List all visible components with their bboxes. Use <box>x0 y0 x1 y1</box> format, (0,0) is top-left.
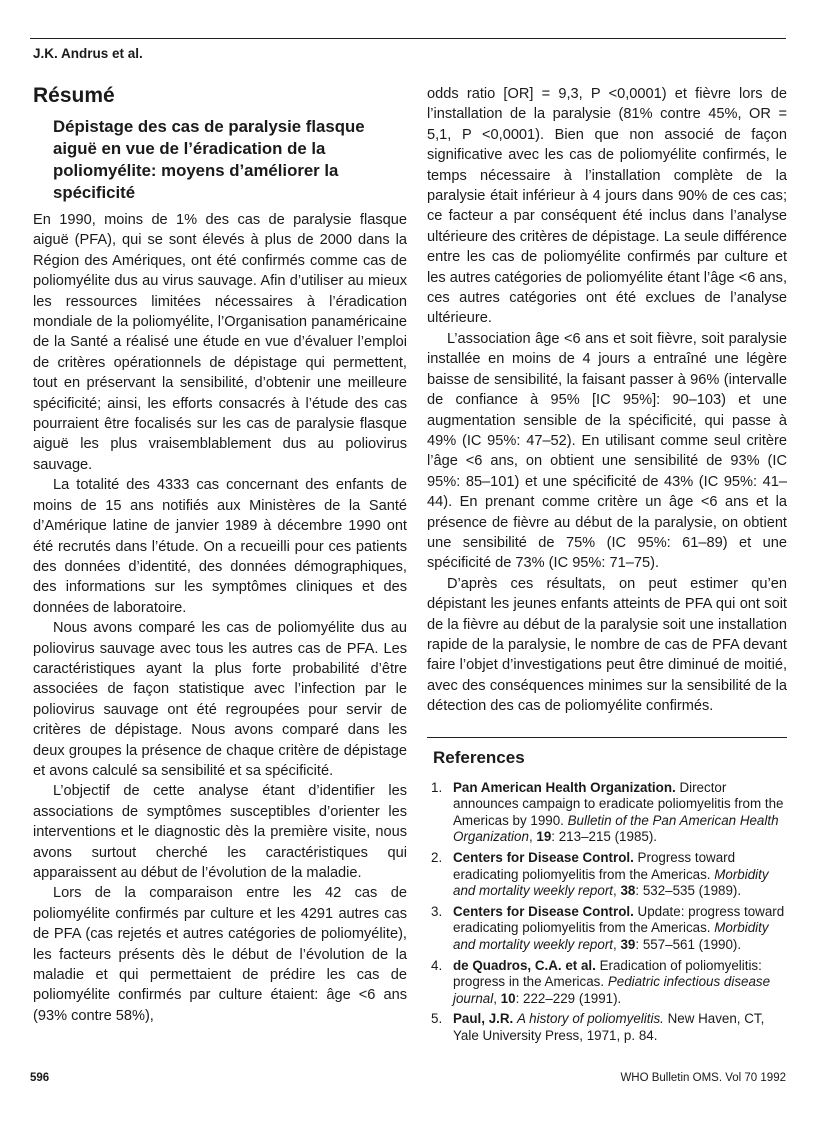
reference-number: 5. <box>431 1011 443 1027</box>
paragraph-3: Nous avons comparé les cas de poliomyélite dus au poliovirus sauvage avec tous les autres cas de PFA. Les caractéristiques ayant la plus forte probabilité d’être associées de façon statistique avec l’infection par le poliovirus sauvage ont été regroupées pour servir de critères de dépistage. Nous avons comparé dans les deux groupes la présence de chaque critère de dépistage et avons calculé sa sensibilité et sa spécificité. <box>33 620 407 779</box>
reference-pages: : 532–535 (1989). <box>635 883 742 899</box>
paragraph-5: Lors de la comparaison entre les 42 cas de poliomyélite confirmés par culture et les 4291 autres cas de PFA (cas rejetés et autres catégories de poliomyélite), les facteurs présents dès le début de l’évolution de la maladie et qui permettaient de prédire les cas de poliomyélite confirmés par culture étaient: âge <6 ans (93% contre 58%), <box>33 885 407 1024</box>
reference-number: 2. <box>431 849 443 865</box>
reference-text: Centers for Disease Control. Progress toward eradicating poliomyelitis from the Americas. Morbidity and mortality weekly report, 38: 532–535 (1989). <box>453 849 769 899</box>
top-rule <box>30 38 786 39</box>
reference-pages: New Haven, CT, Yale University Press, 1971, p. 84. <box>453 1011 765 1043</box>
references-title: References <box>433 747 525 767</box>
reference-item <box>427 904 787 954</box>
paragraph-1: En 1990, moins de 1% des cas de paralysie flasque aiguë (PFA), qui se sont élevés à plus de 2000 dans la Région des Amériques, ont été confirmés comme cas de poliomyélite dus au virus sauvage. Afin d’utiliser au mieux les ressources limitées nécessaires à l’éradication mondiale de la poliomyélite, l’Organisation panaméricaine de la Santé a réalisé une étude en vue d’évaluer l’emploi de critères opérationnels de dépistage qui permettent, tout en préservant la sensibilité, d’obtenir une meilleure spécificité; ainsi, les efforts consacrés à l’étude des cas pourraient être focalisés sur les cas de paralysie flasque aiguë les plus vraisemblablement dus au poliovirus sauvage. <box>33 212 407 473</box>
reference-volume: 19 <box>536 829 552 845</box>
reference-title: Progress toward eradicating poliomyelitis from the Americas. <box>453 849 736 882</box>
reference-volume: 39 <box>620 936 636 952</box>
paragraph-7: D’après ces résultats, on peut estimer qu’en dépistant les jeunes enfants atteints de PFA qui ont soit de la fièvre au début de la paralysie soit une installation rapide de la paralysie, le nombre de cas de PFA devant faire l’objet d’investigations peut être diminué de moitié, avec des conséquences minimes sur la sensibilité de la détection des cas de poliomyélite confirmés. <box>427 575 787 715</box>
reference-journal: Morbidity and mortality weekly report <box>453 920 769 952</box>
reference-item <box>427 958 787 1008</box>
reference-volume: 38 <box>620 883 636 899</box>
paragraph-2: La totalité des 4333 cas concernant des enfants de moins de 15 ans notifiés aux Ministères de la Santé d’Amérique latine de janvier 1989 à décembre 1990 ont été recrutés dans l’étude. On a recueilli pour ces patients des données d’identité, des données démographiques, des informations sur les symptômes cliniques et des données de laboratoire. <box>33 477 407 616</box>
reference-title: Update: progress toward eradicating poliomyelitis from the Americas. <box>453 903 785 936</box>
section-title: Résumé <box>33 84 115 107</box>
reference-author: Centers for Disease Control. <box>453 903 634 919</box>
reference-title: Eradication of poliomyelitis: progress in the Americas. <box>453 957 762 990</box>
page-number: 596 <box>30 1072 50 1084</box>
reference-number: 4. <box>431 957 443 973</box>
right-column <box>427 84 787 1049</box>
running-head: J.K. Andrus et al. <box>33 46 143 61</box>
reference-pages: : 222–229 (1991). <box>515 990 622 1006</box>
reference-pages: : 213–215 (1985). <box>551 829 658 845</box>
reference-text: Centers for Disease Control. Update: progress toward eradicating poliomyelitis from the Americas. Morbidity and mortality weekly report, 39: 557–561 (1990). <box>453 903 785 952</box>
journal-footer: WHO Bulletin OMS. Vol 70 1992 <box>620 1072 786 1084</box>
reference-author: Paul, J.R. <box>453 1011 514 1027</box>
reference-item <box>427 850 787 900</box>
paragraph-5-continued: odds ratio [OR] = 9,3, P <0,0001) et fièvre lors de l’installation de la paralysie (81% contre 45%, OR = 5,1, P <0,0001). Bien que non associé de façon significative avec les cas de poliomyélite confirmés, le temps nécessaire à l’installation complète de la paralysie était inférieur à 4 jours dans 90% de ces cas; ce facteur a par conséquent été inclus dans l’analyse ultérieure des critères de dépistage. La seule différence entre les cas de poliomyélite confirmés par culture et les autres catégories de poliomyélite étant l’âge <6 ans, ces autres catégories ont été exclues de l’analyse ultérieure. <box>427 86 787 327</box>
reference-journal: Bulletin of the Pan American Health Organization <box>453 812 779 845</box>
reference-author: Centers for Disease Control. <box>453 849 634 865</box>
reference-pages: : 557–561 (1990). <box>635 936 742 952</box>
reference-item <box>427 1011 787 1044</box>
reference-item <box>427 780 787 846</box>
reference-list <box>427 780 787 1045</box>
reference-number: 3. <box>431 903 443 919</box>
article-subtitle: Dépistage des cas de paralysie flasque aiguë en vue de l’éradication de la poliomyélite: moyens d’améliorer la spécificité <box>53 117 365 202</box>
reference-text <box>453 1011 787 1044</box>
reference-text: Pan American Health Organization. Director announces campaign to eradicate poliomyelitis from the Americas by 1990. Bulletin of the Pan American Health Organization, 19: 213–215 (1985). <box>453 779 784 845</box>
reference-journal: Morbidity and mortality weekly report <box>453 866 769 899</box>
reference-number: 1. <box>431 779 443 795</box>
paragraph-4: L’objectif de cette analyse étant d’identifier les associations de symptômes susceptibles d’orienter les interventions et le diagnostic dès la première visite, nous avons surtout cherché les caractéristiques qui apparaissent au début de l’évolution de la maladie. <box>33 783 407 881</box>
reference-journal: Pediatric infectious disease journal <box>453 974 771 1006</box>
reference-journal: A history of poliomyelitis. <box>517 1011 664 1027</box>
references-rule <box>427 737 787 738</box>
reference-title: Director announces campaign to eradicate poliomyelitis from the Americas by 1990. <box>453 779 784 828</box>
reference-text: de Quadros, C.A. et al. Eradication of poliomyelitis: progress in the Americas. Pediatric infectious disease journal, 10: 222–229 (1991). <box>453 957 771 1006</box>
left-column <box>33 84 407 1026</box>
paragraph-6: L’association âge <6 ans et soit fièvre, soit paralysie installée en moins de 4 jours a entraîné une légère baisse de sensibilité, la faisant passer à 96% (intervalle de confiance à 95% [IC 95%]: 90–103) et une augmentation sensible de la spécificité, qui passe à 49% (IC 95%: 47–52). En utilisant comme seul critère l’âge <6 ans, on obtient une sensibilité de 93% (IC 95%: 85–101) et une spécificité de 43% (IC 95%: 41–44). En prenant comme critère un âge <6 ans et la présence de fièvre au début de la paralysie, on obtient une sensibilité de 75% (IC 95%: 61–89) et une spécificité de 73% (IC 95%: 71–75). <box>427 330 787 572</box>
reference-author: de Quadros, C.A. et al. <box>453 957 596 973</box>
reference-author: Pan American Health Organization. <box>453 779 676 795</box>
reference-volume: 10 <box>500 990 516 1006</box>
